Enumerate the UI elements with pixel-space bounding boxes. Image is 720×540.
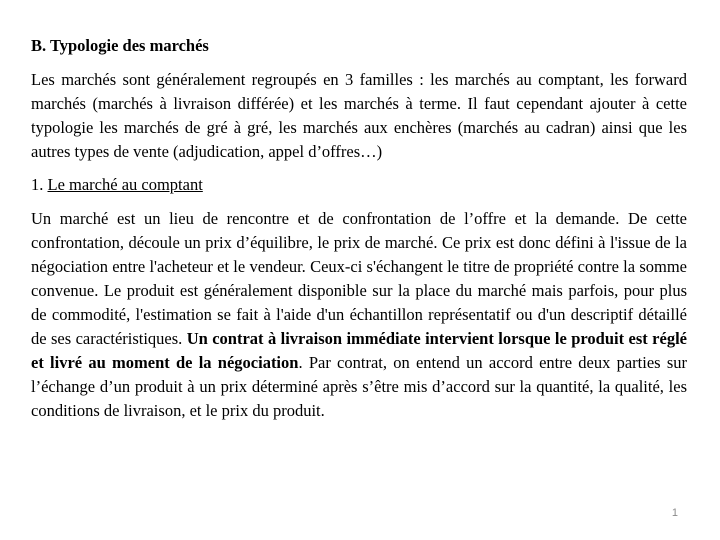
intro-paragraph: Les marchés sont généralement regroupés en 3 familles : les marchés au comptant, les forward marchés (marchés à livraison différée) et les marchés à terme. Il faut cependant ajouter à cette typologie les marchés de gré à gré, les marchés aux enchères (marchés au cadran) ainsi que les autres types de vente (adjudication, appel d’offres…)	[31, 70, 687, 161]
page-number: 1	[671, 507, 678, 519]
body-text-part1: Un marché est un lieu de rencontre et de confrontation de l’offre et la demande. De cette confrontation, découle un prix d’équilibre, le prix de marché. Ce prix est donc défini à l'issue de la négociation entre l'acheteur et le vendeur. Ceux-ci s'échangent le titre de propriété contre la somme convenue. Le produit est généralement disponible sur la place du marché mais parfois, pour plus de commodité, l'estimation se fait à l'aide d'un échantillon représentatif ou d'un descriptif détaillé de ses caractéristiques.	[31, 209, 687, 348]
body-bold-text: Un contrat à livraison immédiate intervient lorsque le produit est réglé et livré au moment de la négociation	[31, 329, 687, 372]
document-page	[31, 34, 687, 423]
section-title: B. Typologie des marchés	[31, 36, 209, 55]
subsection-title: Le marché au comptant	[47, 175, 203, 194]
body-paragraph	[31, 207, 687, 423]
subsection-number: 1.	[31, 175, 48, 194]
subsection-heading	[31, 173, 687, 197]
body-text-part2: . Par contrat, on entend un accord entre deux parties sur l’échange d’un produit à un prix déterminé après s’être mis d’accord sur la quantité, la qualité, les conditions de livraison, et le prix du produit.	[31, 353, 687, 420]
